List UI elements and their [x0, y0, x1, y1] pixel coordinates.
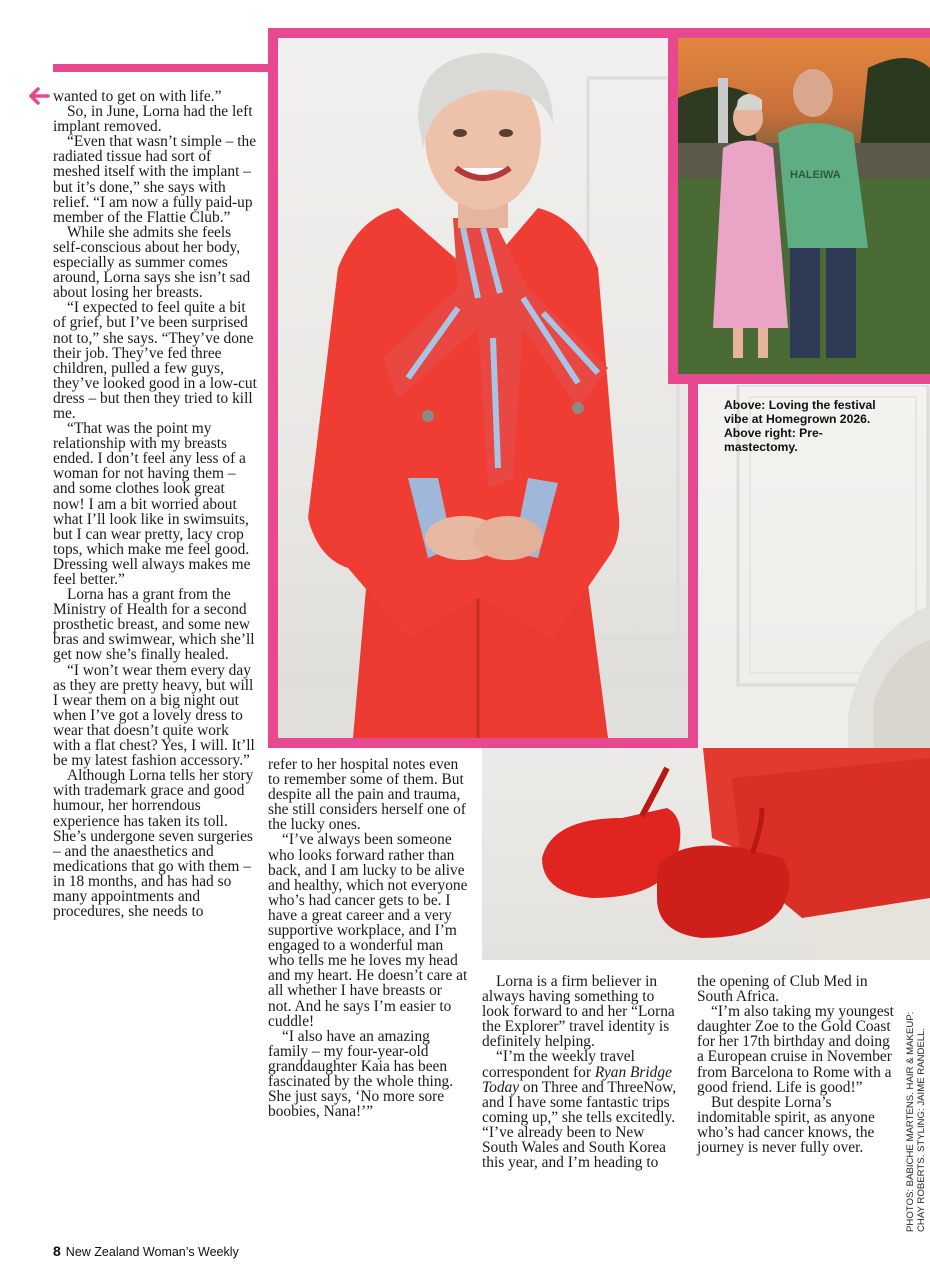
sweatshirt-text: HALEIWA	[790, 169, 841, 181]
article-column-2	[268, 757, 468, 1119]
paragraph: “I expected to feel quite a bit of grief, but I’ve been surprised not to,” she says. “They’ve done their job. They’ve fed three children, pulled a few guys, they’ve looked good in a low-cut dress – but then they tried to kill me.	[53, 299, 257, 422]
photo-credit	[905, 1002, 927, 1232]
text-run: “I’m the weekly travel correspondent for	[482, 1048, 635, 1081]
paragraph: “I’ve always been someone who looks forward rather than back, and I am lucky to be alive and healthy, which not everyone who’s had cancer gets to be. I have a great career and a very supportive workplace, and I’m engaged to a wonderful man who tells me he loves my head and my heart. He doesn’t care at all whether I have breasts or not. And he says I’m easier to cuddle!	[268, 831, 468, 1030]
paragraph: “Even that wasn’t simple – the radiated tissue had sort of meshed itself with the implant – but it’s done,” she says with relief. “I am now a fully paid-up member of the Flattie Club.”	[53, 133, 257, 226]
paragraph: But despite Lorna’s indomitable spirit, as anyone who’s had cancer knows, the journey is never fully over.	[697, 1093, 875, 1157]
credit-line: PHOTOS: BABICHE MARTENS. HAIR & MAKEUP:	[905, 1011, 916, 1232]
article-column-1	[53, 89, 258, 919]
main-photo-frame	[268, 28, 698, 748]
magazine-name: New Zealand Woman’s Weekly	[65, 1245, 239, 1259]
paragraph: wanted to get on with life.”	[53, 88, 222, 105]
paragraph: refer to her hospital notes even to remember some of them. But despite all the pain and trauma, she still considers herself one of the lucky ones.	[268, 756, 466, 834]
paragraph: “I’m also taking my youngest daughter Zoe to the Gold Coast for her 17th birthday and doing a European cruise in November from Barcelona to Rome with a good friend. Life is good!”	[697, 1003, 894, 1096]
credit-line: CHAY ROBERTS. STYLING: JAIME RANDELL.	[916, 1027, 927, 1232]
show-title: Ryan Bridge Today	[482, 1063, 672, 1096]
paragraph: “I won’t wear them every day as they are pretty heavy, but will I wear them on a big night out when I’ve got a lovely dress to wear that doesn’t quite work with a flat chest? Yes, I will. It’ll be my latest fashion accessory.”	[53, 661, 255, 770]
paragraph: “That was the point my relationship with my breasts ended. I don’t feel any less of a woman for not having them – and some clothes look great now! I am a bit worried about what I’ll look like in swimsuits, but I can wear pretty, lacy crop tops, which make me feel good. Dressing well always makes me feel better.”	[53, 420, 251, 588]
page-footer	[53, 1243, 239, 1259]
inset-photo-frame	[668, 28, 930, 384]
paragraph	[482, 1049, 682, 1170]
paragraph: While she admits she feels self-conscious about her body, especially as summer comes around, Lorna says she isn’t sad about losing her breasts.	[53, 223, 251, 302]
text-run: on Three and ThreeNow, and I have some fantastic trips coming up,” she tells excitedly. “I’ve already been to New South Wales and South Korea this year, and I’m heading to	[482, 1078, 677, 1172]
paragraph: Although Lorna tells her story with trademark grace and good humour, her horrendous experience has taken its toll. She’s undergone seven surgeries – and the anaesthetics and medications that go with them – in 18 months, and has had so many appointments and procedures, she needs to	[53, 767, 254, 921]
paragraph: So, in June, Lorna had the left implant removed.	[53, 103, 253, 136]
caption-line: Above right: Pre-mastectomy.	[724, 426, 823, 454]
accent-bar	[53, 64, 273, 72]
main-photo	[278, 38, 688, 738]
photo-caption	[724, 398, 884, 454]
left-arrow-icon	[28, 86, 50, 106]
article-column-4	[697, 974, 897, 1155]
paragraph: “I also have an amazing family – my four-year-old granddaughter Kaia has been fascinated by the whole thing. She just says, ‘No more sore boobies, Nana!’”	[268, 1027, 454, 1121]
caption-line: Above: Loving the festival vibe at Homegrown 2026.	[724, 398, 876, 426]
paragraph: Lorna is a firm believer in always having something to look forward to and her “Lorna the Explorer” travel identity is definitely helping.	[482, 973, 675, 1051]
paragraph: the opening of Club Med in South Africa.	[697, 973, 868, 1006]
festival-photo	[678, 38, 930, 374]
article-column-3	[482, 974, 682, 1170]
feet-photo	[482, 748, 930, 960]
page-number: 8	[53, 1243, 61, 1259]
paragraph: Lorna has a grant from the Ministry of Health for a second prosthetic breast, and some new bras and swimwear, which she’ll get now she’s finally healed.	[53, 586, 255, 664]
